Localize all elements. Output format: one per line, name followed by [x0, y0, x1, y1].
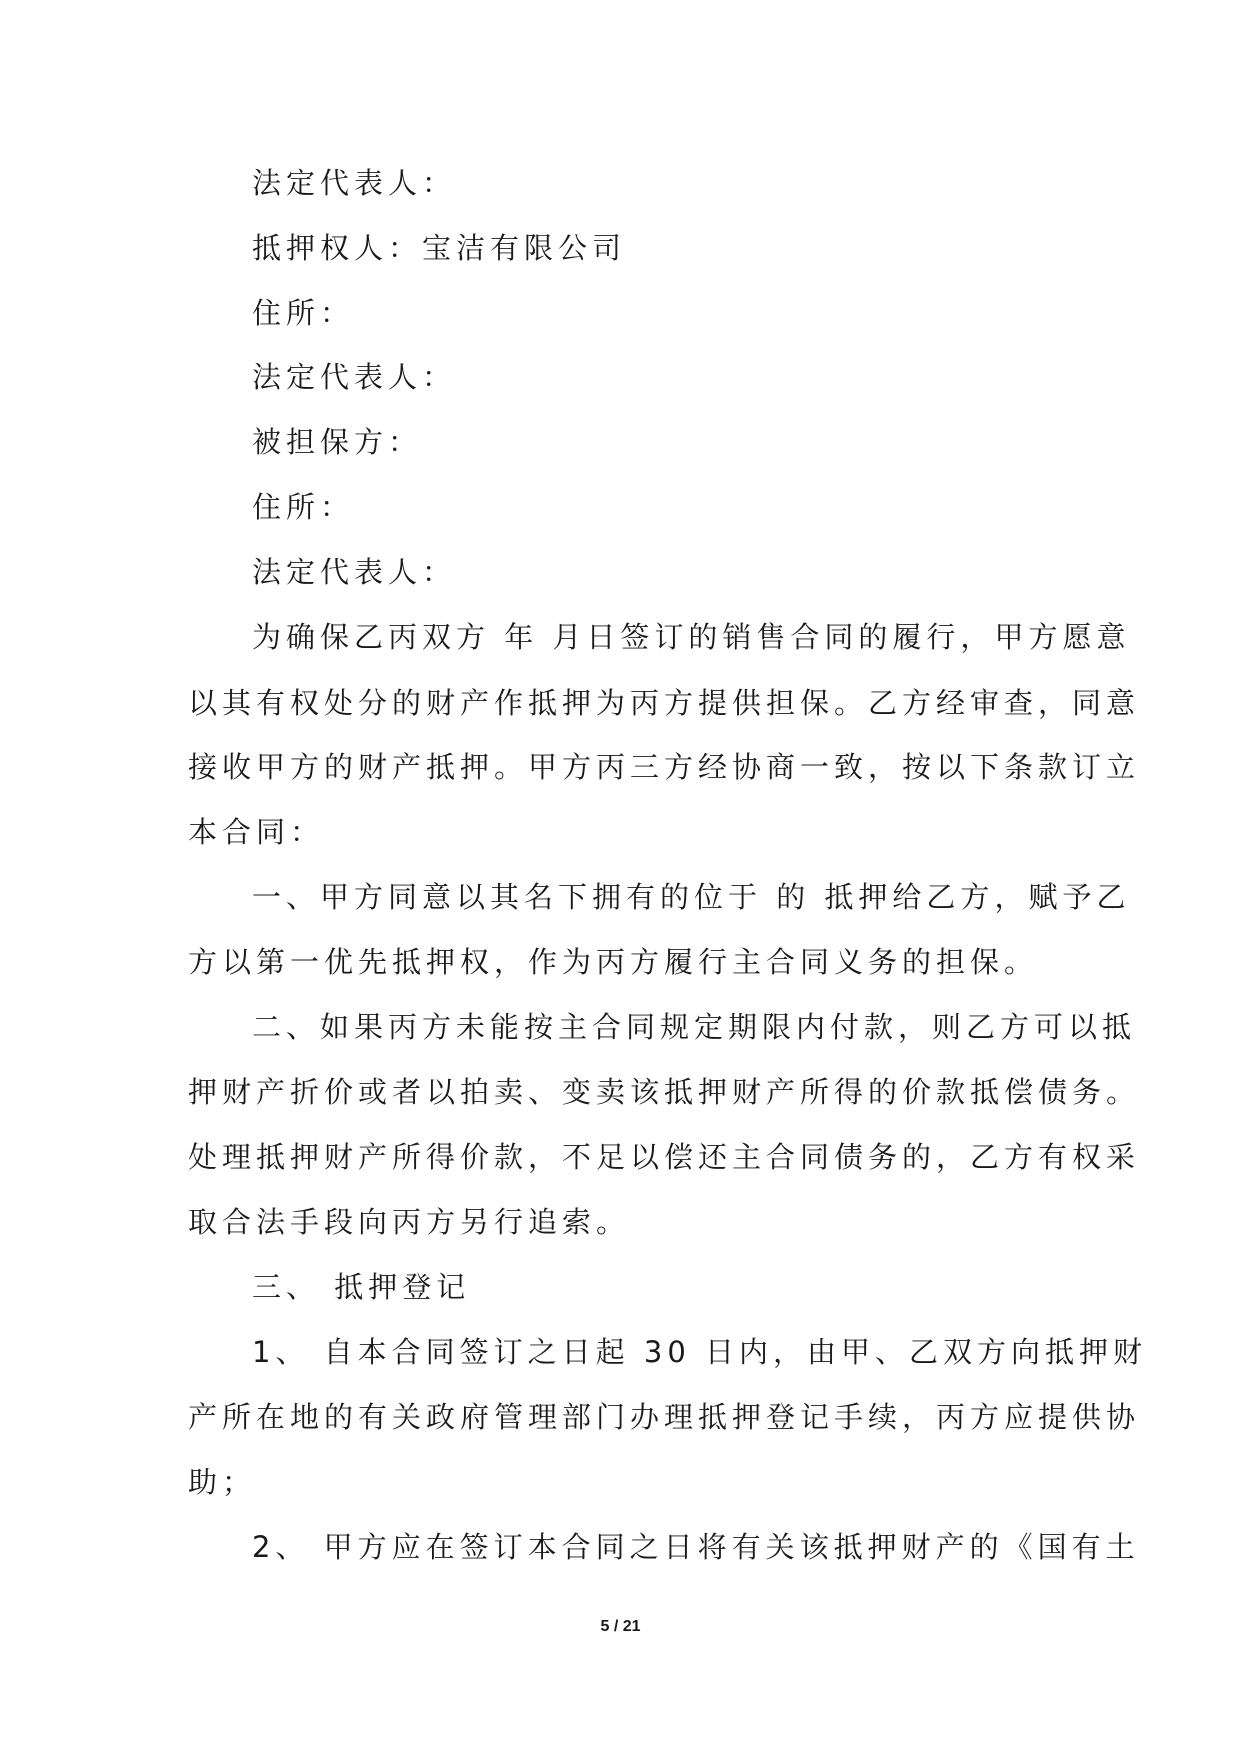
text-line: 本合同： [188, 815, 325, 849]
text-line: 被担保方： [252, 425, 423, 459]
text-line: 处理抵押财产所得价款，不足以偿还主合同债务的，乙方有权采 [188, 1140, 1141, 1174]
text-line: 二、如果丙方未能按主合同规定期限内付款，则乙方可以抵 [252, 1010, 1137, 1044]
text-line: 产所在地的有关政府管理部门办理抵押登记手续，丙方应提供协 [188, 1400, 1141, 1434]
text-line: 抵押权人：宝洁有限公司 [252, 231, 627, 265]
text-line: 以其有权处分的财产作抵押为丙方提供担保。乙方经审查，同意 [188, 686, 1141, 720]
text-line: 法定代表人： [252, 166, 457, 200]
text-line: 2、 甲方应在签订本合同之日将有关该抵押财产的《国有土 [252, 1530, 1140, 1564]
text-line: 三、 抵押登记 [252, 1270, 471, 1304]
page-number: 5 / 21 [600, 1618, 641, 1635]
text-line: 法定代表人： [252, 360, 457, 394]
text-line: 方以第一优先抵押权，作为丙方履行主合同义务的担保。 [188, 945, 1039, 979]
text-line: 接收甲方的财产抵押。甲方丙三方经协商一致，按以下条款订立 [188, 750, 1141, 784]
text-line: 助； [188, 1465, 257, 1499]
text-line: 住所： [252, 296, 355, 330]
text-line: 取合法手段向丙方另行追索。 [188, 1205, 631, 1239]
text-line: 1、 自本合同签订之日起 30 日内，由甲、乙双方向抵押财 [252, 1335, 1148, 1369]
text-line: 一、甲方同意以其名下拥有的位于 的 抵押给乙方，赋予乙 [252, 880, 1131, 914]
text-line: 法定代表人： [252, 555, 457, 589]
text-line: 押财产折价或者以拍卖、变卖该抵押财产所得的价款抵偿债务。 [188, 1075, 1141, 1109]
text-line: 住所： [252, 490, 355, 524]
text-line: 为确保乙丙双方 年 月日签订的销售合同的履行，甲方愿意 [252, 620, 1131, 654]
